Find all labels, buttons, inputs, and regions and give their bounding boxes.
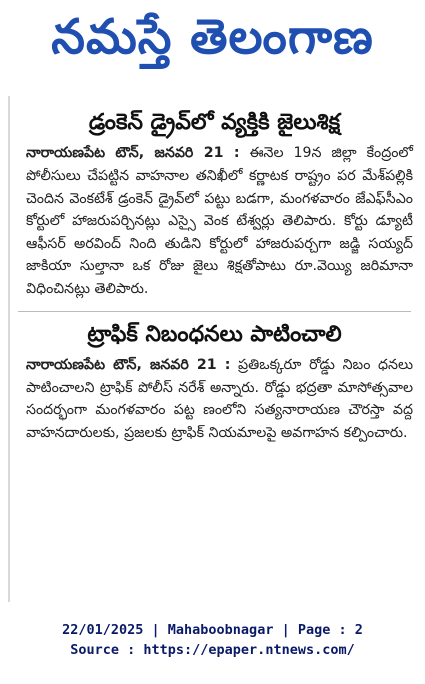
article-divider: [18, 311, 411, 312]
article-clipping: [8, 96, 419, 602]
article-text-2: ప్రతిఒక్కరూ రోడ్డు నిబం ధనలు పాటించాలని ట్రాఫిక్ పోలీస్ నరేశ్ అన్నారు. రోడ్డు భద్రతా మాసోత్సవాల సందర్భంగా మంగళవారం పట్ట ణంలోని సత్యనారాయణ చౌరస్తా వద్ద వాహనదారులకు, ప్రజలకు ట్రాఫిక్ నియమాలపై అవగాహన కల్పించారు.: [26, 356, 413, 441]
masthead-title: నమస్తే తెలంగాణ: [51, 9, 374, 65]
article-dateline-1: నారాయణపేట టౌన్, జనవరి 21 :: [26, 145, 240, 162]
article-text-1: ఈనెల 19న జిల్లా కేంద్రంలో పోలీసులు చేపట్టిన వాహనాల తనిఖీలో కర్ణాటక రాష్ట్రం పర మేశ్‌పల్లికి చెందిన వెంకటేశ్ డ్రంకెన్ డ్రైవ్‌లో పట్టు బడగా, మంగళవారం జేఎఫ్‌సీఎం కోర్టులో హాజరుపర్చినట్లు ఎస్సై వెంక టేశ్వర్లు తెలిపారు. కోర్టు డ్యూటీ ఆఫీసర్ అరవింద్ నింది తుడిని కోర్టులో హాజరుపర్చగా జడ్జి సయ్యద్ జాకియా సుల్తానా ఒక రోజు జైలు శిక్షతోపాటు రూ.వెయ్యి జరిమానా విధించినట్లు తెలిపారు.: [26, 145, 413, 297]
footer-date-edition: 22/01/2025 | Mahaboobnagar | Page : 2: [62, 622, 363, 638]
article-body-2: [26, 354, 413, 444]
article-headline-1: డ్రంకెన్ డ్రైవ్‌లో వ్యక్తికి జైలుశిక్ష: [88, 110, 341, 135]
source-footer: [0, 620, 425, 660]
article-body-1: [26, 142, 413, 300]
footer-source-link[interactable]: Source : https://epaper.ntnews.com/: [70, 642, 355, 658]
article-headline-2: ట్రాఫిక్ నిబంధనలు పాటించాలి: [87, 321, 342, 347]
article-dateline-2: నారాయణపేట టౌన్, జనవరి 21 :: [26, 356, 231, 373]
